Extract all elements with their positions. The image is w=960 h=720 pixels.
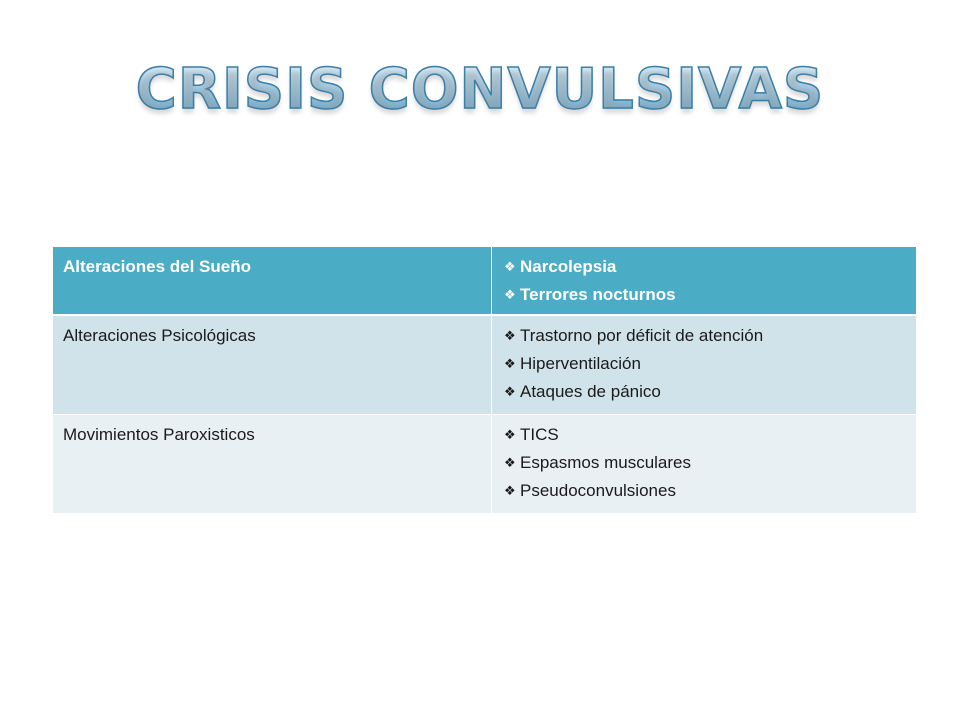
diamond-bullet-icon: ❖ [504, 328, 516, 343]
row-label: Movimientos Paroxisticos [63, 425, 255, 444]
diamond-bullet-icon: ❖ [504, 455, 516, 470]
table-cell-label [53, 247, 492, 315]
list-item-text: Terrores nocturnos [520, 285, 676, 304]
content-table [53, 247, 916, 513]
list-item [504, 322, 916, 350]
list-item-text: Trastorno por déficit de atención [520, 326, 764, 345]
list-item-text: Ataques de pánico [520, 382, 661, 401]
table-row [53, 247, 916, 315]
row-label: Alteraciones del Sueño [63, 257, 251, 276]
list-item [504, 421, 916, 449]
list-item [504, 449, 916, 477]
diamond-bullet-icon: ❖ [504, 427, 516, 442]
diamond-bullet-icon: ❖ [504, 384, 516, 399]
title-container [0, 58, 960, 138]
table-cell-items [492, 415, 917, 514]
list-item-text: Pseudoconvulsiones [520, 481, 676, 500]
diamond-bullet-icon: ❖ [504, 483, 516, 498]
table-cell-label [53, 415, 492, 514]
diamond-bullet-icon: ❖ [504, 259, 516, 274]
table-cell-items [492, 315, 917, 415]
row-label: Alteraciones Psicológicas [63, 326, 256, 345]
diamond-bullet-icon: ❖ [504, 356, 516, 371]
table-cell-items [492, 247, 917, 315]
list-item [504, 281, 916, 309]
slide-title: CRISIS CONVULSIVAS [135, 57, 825, 122]
list-item [504, 378, 916, 406]
list-item-text: TICS [520, 425, 559, 444]
list-item [504, 253, 916, 281]
list-item [504, 477, 916, 505]
table-row [53, 415, 916, 514]
list-item-text: Narcolepsia [520, 257, 617, 276]
diamond-bullet-icon: ❖ [504, 287, 516, 302]
list-item-text: Hiperventilación [520, 354, 641, 373]
table-cell-label [53, 315, 492, 415]
list-item-text: Espasmos musculares [520, 453, 692, 472]
list-item [504, 350, 916, 378]
table-row [53, 315, 916, 415]
